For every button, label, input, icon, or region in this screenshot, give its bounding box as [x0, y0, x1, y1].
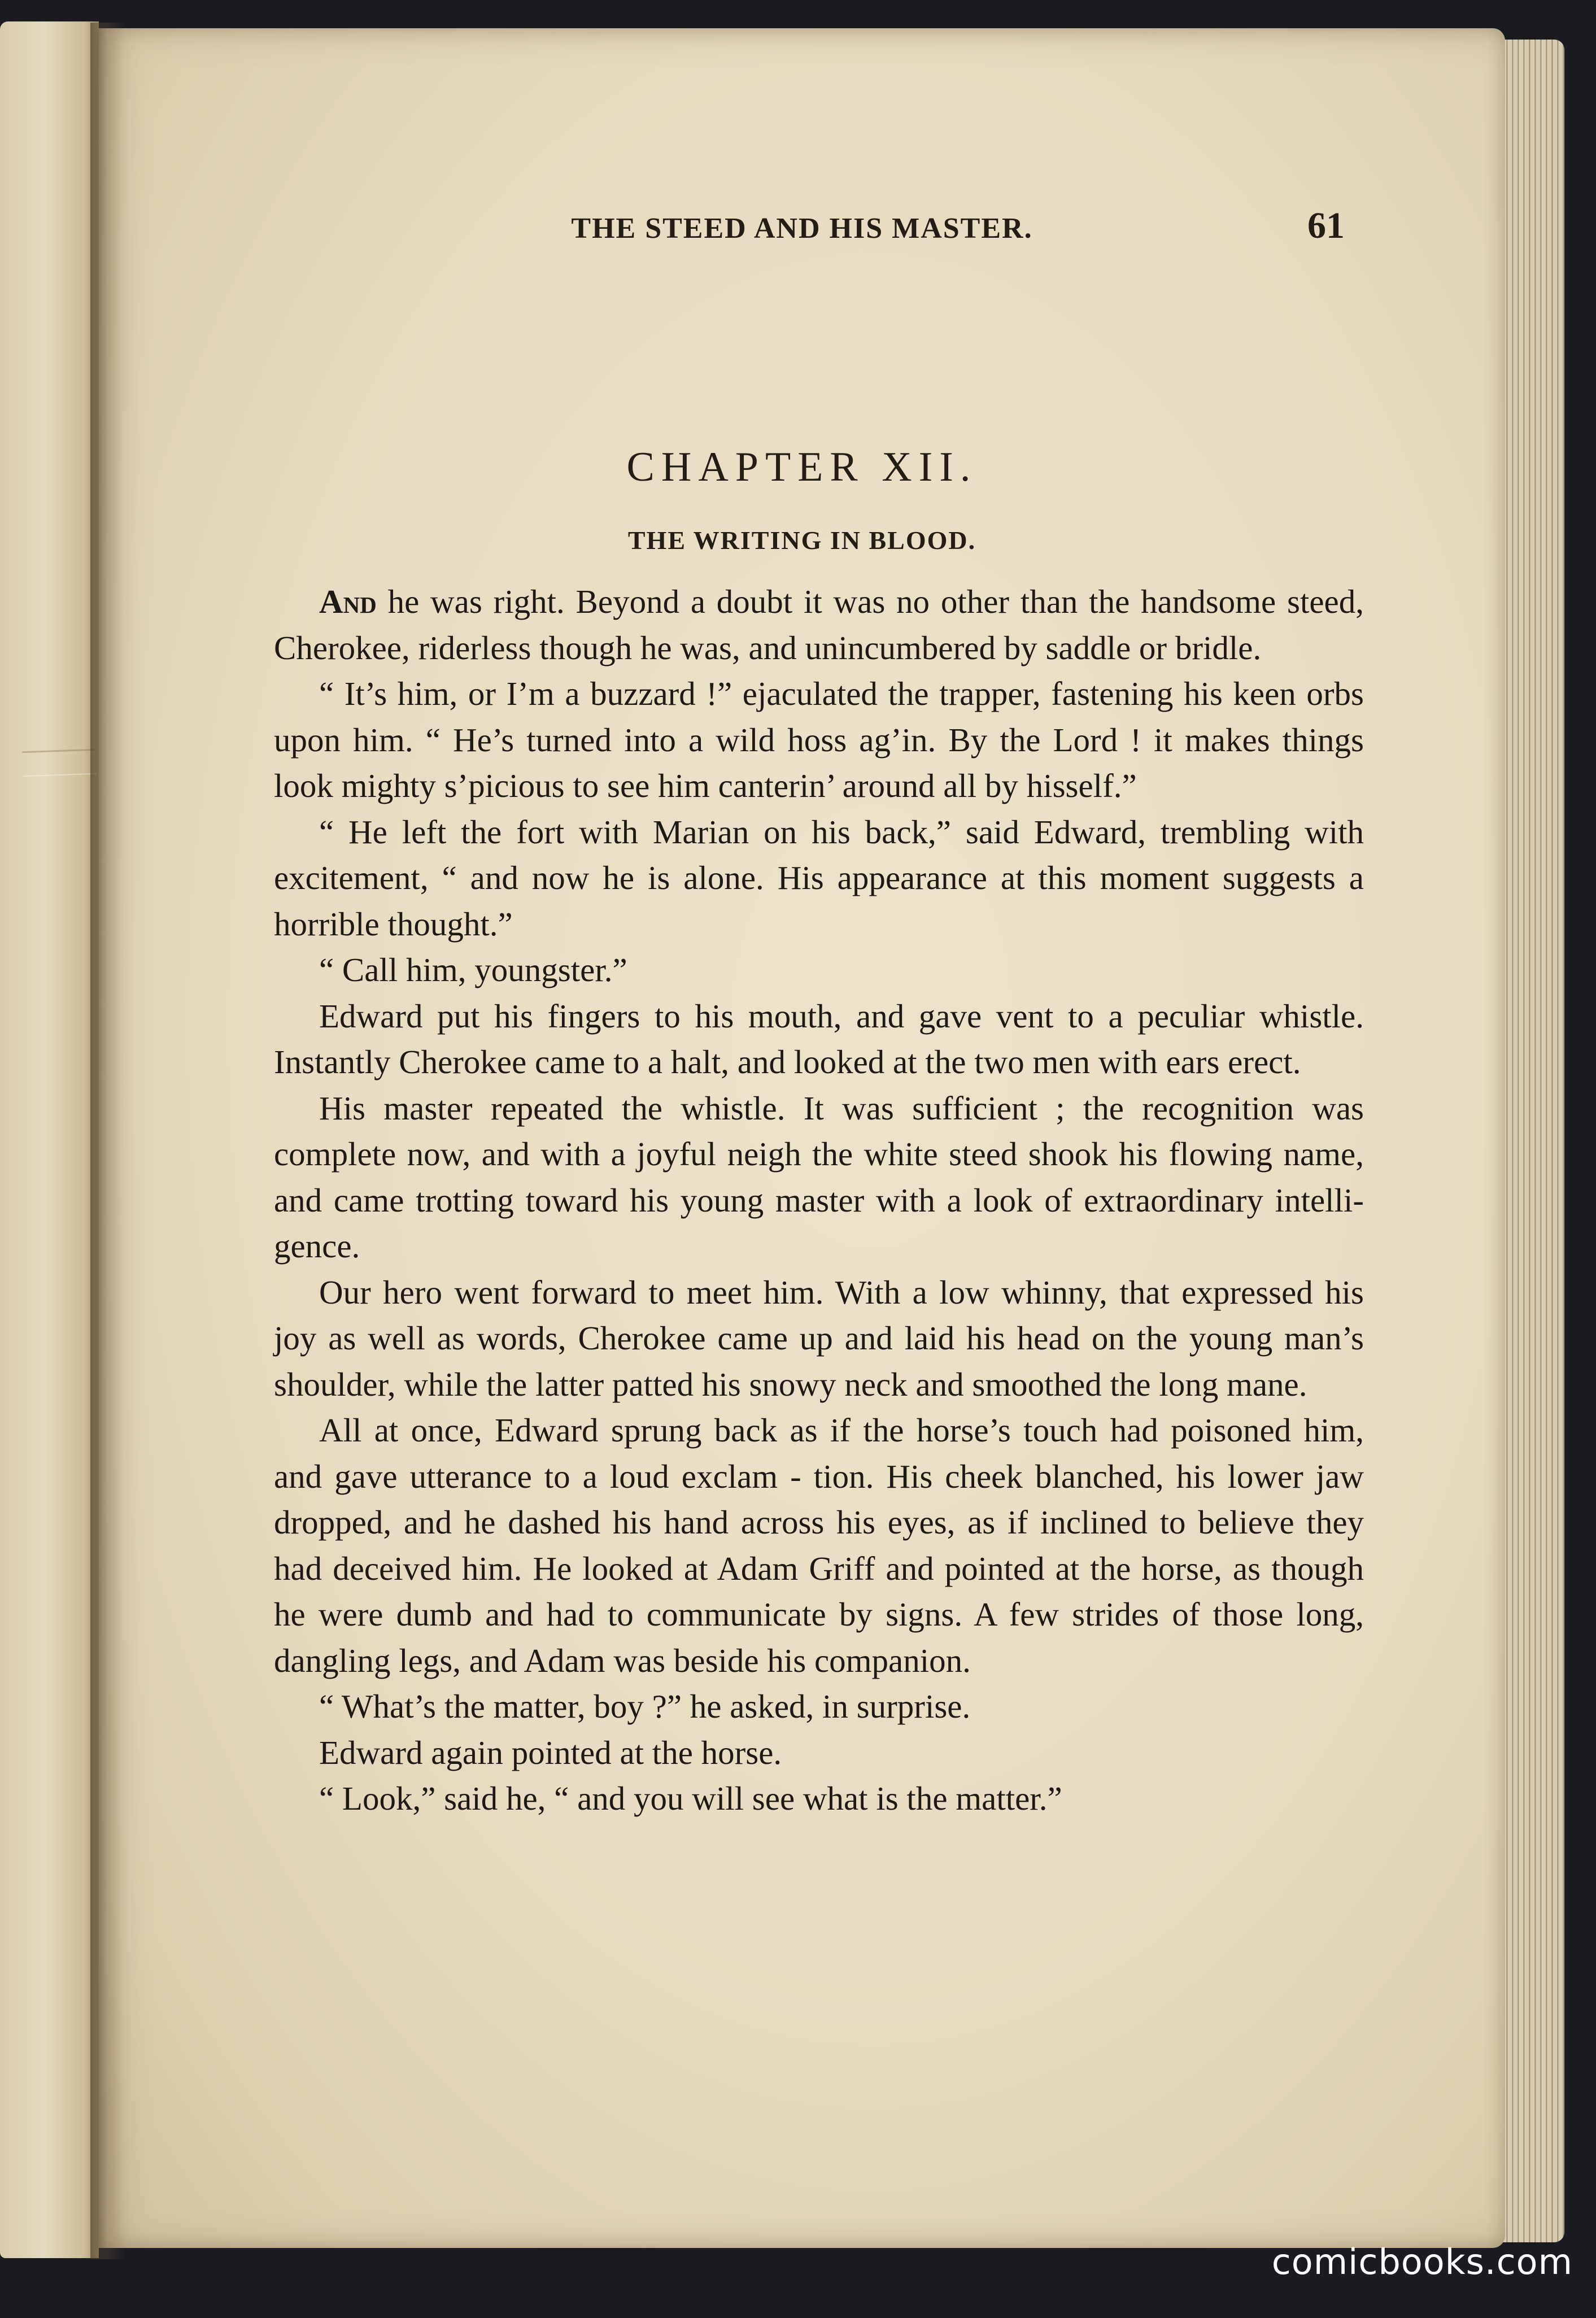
paragraph: His master repeated the whistle. It was sufficient ; the recognition was complete now, and with a joyful neigh the white steed shook his flowing name, and came trotting toward his young master with a look of extraordinary intelligence. [274, 1089, 1364, 1265]
paragraph: “ What’s the matter, boy ?” he asked, in surprise. [319, 1688, 971, 1725]
watermark: comicbooks.com [1271, 2241, 1573, 2282]
paragraph [274, 579, 1364, 671]
book-page [99, 28, 1505, 2248]
paragraph: Our hero went forward to meet him. With a low whinny, that expressed his joy as well as words, Cherokee came up and laid his head on the young man’s shoulder, while the latter patted his snowy neck and smoothed the long mane. [274, 1273, 1364, 1403]
paragraph-text: he was right. Beyond a doubt it was no other than the handsome steed, Cherokee, riderless though he was, and unincumbered by saddle or bridle. [274, 583, 1364, 666]
paragraph: “ Look,” said he, “ and you will see what is the matter.” [319, 1780, 1062, 1817]
left-page [0, 21, 99, 2258]
paragraph: Edward put his fingers to his mouth, and gave vent to a peculiar whistle. Instantly Cherokee came to a halt, and looked at the two men with ears erect. [274, 997, 1364, 1080]
chapter-title: CHAPTER XII. [626, 444, 978, 490]
paragraph: All at once, Edward sprung back as if the horse’s touch had poisoned him, and gave utterance to a loud exclam - tion. His cheek blanched, his lower jaw dropped, and he dashed his hand across his eyes, as if inclined to believe they had deceived him. He looked at Adam Griff and pointed at the horse, as though he were dumb and had to communicate by signs. A few strides of those long, dangling legs, and Adam was beside his companion. [274, 1411, 1364, 1679]
gutter-shadow [90, 23, 124, 2259]
paragraph: “ Call him, youngster.” [319, 951, 627, 988]
paragraph: “ It’s him, or I’m a buzzard !” ejaculated the trapper, fastening his keen orbs upon him. “ He’s turned into a wild hoss ag’in. By the Lord ! it makes things look mighty s’picious to see him canterin’ around all by hisself.” [274, 675, 1364, 804]
chapter-subtitle: THE WRITING IN BLOOD. [627, 526, 976, 555]
paragraph: Edward again pointed at the horse. [319, 1733, 782, 1771]
running-head: THE STEED AND HIS MASTER. [571, 212, 1033, 245]
page-number: 61 [1307, 205, 1345, 246]
paragraph: “ He left the fort with Marian on his back,” said Edward, trembling with excitement, “ and now he is alone. His appearance at this moment suggests a horrible thought.” [274, 813, 1364, 943]
paragraph-lead-word: And [319, 583, 377, 620]
page-crease [22, 749, 96, 777]
body-text [274, 579, 1364, 1822]
